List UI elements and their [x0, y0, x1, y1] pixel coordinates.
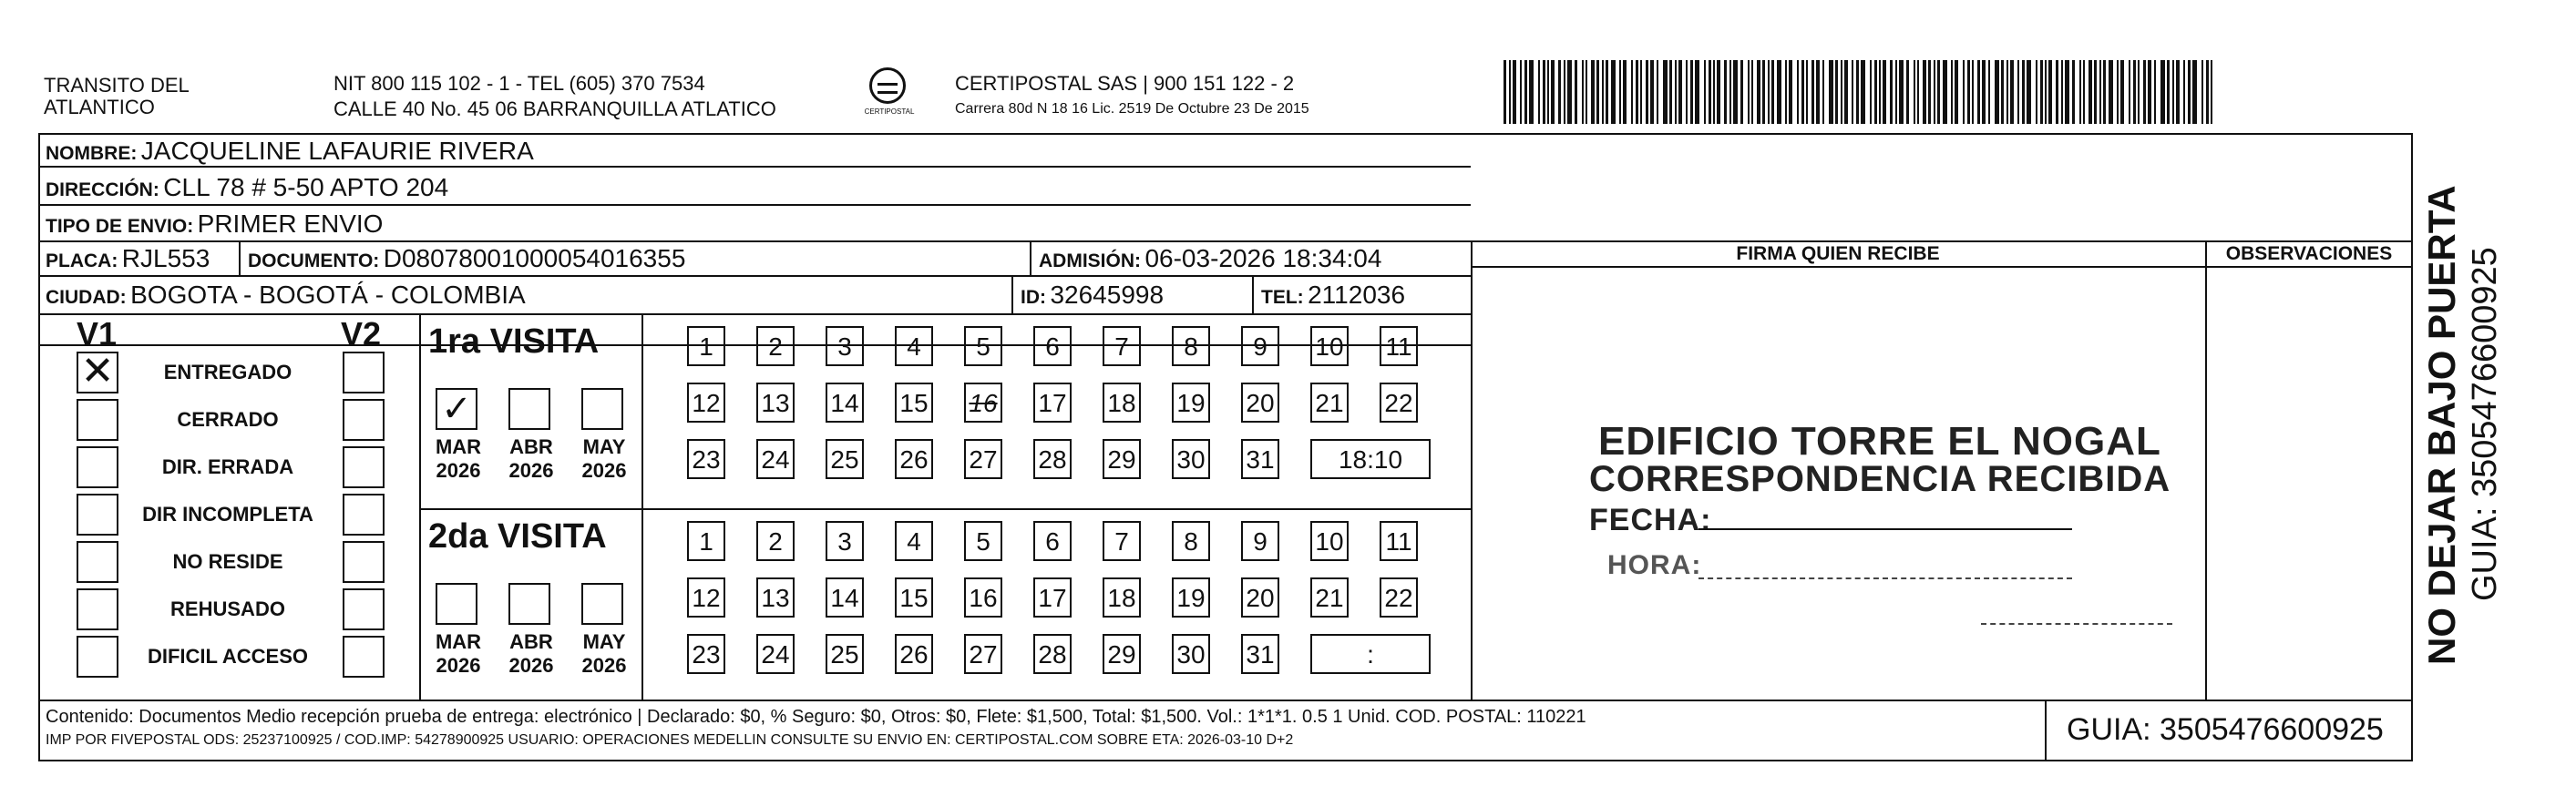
status-label: DIR. ERRADA — [161, 455, 294, 478]
day-box[interactable]: 15 — [895, 577, 933, 618]
day-box[interactable]: 24 — [756, 634, 795, 674]
ciudad-value: BOGOTA - BOGOTÁ - COLOMBIA — [130, 281, 526, 309]
address-line: CALLE 40 No. 45 06 BARRANQUILLA ATLATICO — [334, 97, 776, 120]
day-box[interactable]: 6 — [1033, 521, 1072, 561]
month-name: MAR — [435, 630, 482, 653]
day-box[interactable]: 4 — [895, 521, 933, 561]
carrier-line: CERTIPOSTAL SAS | 900 151 122 - 2 — [955, 72, 1295, 95]
day-box[interactable]: 11 — [1380, 521, 1418, 561]
day-box[interactable]: 25 — [826, 439, 864, 479]
visit-time-box[interactable]: 18:10 — [1310, 439, 1431, 479]
month-checkbox[interactable] — [581, 583, 623, 625]
day-box[interactable]: 10 — [1310, 521, 1349, 561]
day-box[interactable]: 9 — [1241, 326, 1279, 366]
month-label — [426, 435, 490, 483]
visit2-title: 2da VISITA — [428, 517, 607, 556]
v1-checkbox[interactable] — [77, 541, 118, 583]
v1-checkbox[interactable] — [77, 446, 118, 488]
placa-label: PLACA: — [46, 250, 118, 271]
certipostal-logo — [857, 67, 920, 122]
tipo-row — [46, 209, 383, 239]
v2-checkbox[interactable] — [343, 446, 385, 488]
org-line-2: ATLANTICO — [44, 96, 155, 118]
day-box[interactable]: 2 — [756, 521, 795, 561]
v2-checkbox[interactable] — [343, 636, 385, 678]
day-box[interactable]: 17 — [1033, 383, 1072, 423]
month-year: 2026 — [581, 459, 627, 482]
month-checkbox[interactable] — [508, 388, 550, 430]
direccion-label: DIRECCIÓN: — [46, 179, 159, 200]
day-box[interactable]: 8 — [1172, 521, 1210, 561]
day-box[interactable]: 5 — [964, 326, 1002, 366]
day-box[interactable]: 25 — [826, 634, 864, 674]
day-box[interactable]: 3 — [826, 326, 864, 366]
stamp-line-1: EDIFICIO TORRE EL NOGAL — [1598, 419, 2161, 464]
v2-checkbox[interactable] — [343, 494, 385, 536]
month-year: 2026 — [508, 459, 554, 482]
day-box[interactable]: 23 — [687, 634, 725, 674]
month-year: 2026 — [581, 654, 627, 677]
day-box[interactable]: 10 — [1310, 326, 1349, 366]
day-box[interactable]: 18 — [1103, 383, 1141, 423]
month-label — [499, 435, 563, 483]
v2-checkbox[interactable] — [343, 541, 385, 583]
day-box[interactable]: 1 — [687, 521, 725, 561]
nit-line: NIT 800 115 102 - 1 - TEL (605) 370 7534 — [334, 72, 705, 95]
nombre-label: NOMBRE: — [46, 143, 138, 164]
day-box[interactable]: 19 — [1172, 577, 1210, 618]
day-box[interactable]: 3 — [826, 521, 864, 561]
sender-details — [334, 71, 862, 122]
day-box[interactable]: 9 — [1241, 521, 1279, 561]
documento-row — [248, 244, 685, 273]
logo-text: CERTIPOSTAL — [864, 107, 915, 116]
tipo-label: TIPO DE ENVIO: — [46, 216, 194, 237]
firma-header: FIRMA QUIEN RECIBE — [1736, 243, 1940, 264]
month-name: MAY — [582, 630, 626, 653]
v1-label: V1 — [77, 315, 118, 352]
status-label: DIFICIL ACCESO — [147, 645, 308, 668]
day-box[interactable]: 14 — [826, 577, 864, 618]
day-box[interactable]: 8 — [1172, 326, 1210, 366]
month-name: ABR — [509, 630, 553, 653]
day-box[interactable]: 30 — [1172, 439, 1210, 479]
day-box[interactable]: 17 — [1033, 577, 1072, 618]
no-dejar-bajo-puerta: NO DEJAR BAJO PUERTA — [2420, 185, 2463, 665]
direccion-value: CLL 78 # 5-50 APTO 204 — [163, 173, 449, 201]
placa-value: RJL553 — [121, 244, 210, 272]
day-box[interactable]: 15 — [895, 383, 933, 423]
month-year: 2026 — [508, 654, 554, 677]
v2-label: V2 — [341, 315, 382, 352]
day-box[interactable]: 11 — [1380, 326, 1418, 366]
visit-time-box[interactable]: : — [1310, 634, 1431, 674]
side-guia: GUIA: 3505476600925 — [2466, 247, 2504, 601]
footer-line-1: Contenido: Documentos Medio recepción prueba de entrega: electrónico | Declarado: $0, % Seguro: $0, Otros: $0, Flete: $1,500, Total: $1,500. Vol.: 1*1*1. 0.5 1 Unid. COD. POSTAL: 110221 — [46, 707, 1586, 727]
v1-checkbox[interactable] — [77, 636, 118, 678]
month-checkbox[interactable] — [508, 583, 550, 625]
day-box[interactable]: 22 — [1380, 383, 1418, 423]
ciudad-row — [46, 281, 526, 310]
day-box[interactable]: 20 — [1241, 577, 1279, 618]
month-year: 2026 — [436, 654, 481, 677]
day-box[interactable]: 2 — [756, 326, 795, 366]
day-box[interactable]: 27 — [964, 634, 1002, 674]
status-label: REHUSADO — [170, 598, 285, 620]
month-checkbox[interactable] — [436, 583, 477, 625]
tipo-value: PRIMER ENVIO — [197, 209, 384, 238]
month-label — [572, 630, 636, 678]
visit1-title: 1ra VISITA — [428, 322, 600, 361]
tel-value: 2112036 — [1308, 281, 1406, 309]
day-box[interactable]: 21 — [1310, 577, 1349, 618]
nombre-value: JACQUELINE LAFAURIE RIVERA — [140, 137, 534, 165]
day-box[interactable]: 13 — [756, 383, 795, 423]
day-box[interactable]: 13 — [756, 577, 795, 618]
day-box[interactable]: 23 — [687, 439, 725, 479]
day-box[interactable]: 29 — [1103, 439, 1141, 479]
carrier-details — [955, 71, 1465, 122]
status-label: ENTREGADO — [163, 361, 292, 383]
admision-row — [1039, 244, 1381, 273]
status-label: NO RESIDE — [172, 550, 283, 573]
month-label — [426, 630, 490, 678]
v2-checkbox[interactable] — [343, 588, 385, 630]
admision-value: 06-03-2026 18:34:04 — [1144, 244, 1382, 272]
day-box[interactable]: 4 — [895, 326, 933, 366]
v2-checkbox[interactable] — [343, 352, 385, 393]
day-box[interactable]: 28 — [1033, 634, 1072, 674]
id-value: 32645998 — [1050, 281, 1165, 309]
day-box[interactable]: 29 — [1103, 634, 1141, 674]
stamp-line-2: CORRESPONDENCIA RECIBIDA — [1589, 459, 2171, 499]
checkmark-icon: ✕ — [80, 349, 115, 393]
stamp-line-4: HORA: — [1607, 550, 1702, 580]
day-box[interactable]: 1 — [687, 326, 725, 366]
month-name: ABR — [509, 435, 553, 458]
license-line: Carrera 80d N 18 16 Lic. 2519 De Octubre 23 De 2015 — [955, 101, 1309, 117]
day-box[interactable]: 30 — [1172, 634, 1210, 674]
day-box[interactable]: 16 — [964, 577, 1002, 618]
day-box[interactable]: 19 — [1172, 383, 1210, 423]
day-box[interactable]: 16 — [964, 383, 1002, 423]
documento-value: D08078001000054016355 — [383, 244, 686, 272]
tel-row — [1261, 281, 1405, 310]
day-box[interactable]: 28 — [1033, 439, 1072, 479]
v2-checkbox[interactable] — [343, 399, 385, 441]
month-checkbox[interactable] — [581, 388, 623, 430]
month-year: 2026 — [436, 459, 481, 482]
status-label: CERRADO — [177, 408, 279, 431]
delivery-form — [38, 133, 2413, 761]
tel-label: TEL: — [1261, 287, 1304, 308]
footer-guia: GUIA: 3505476600925 — [2067, 712, 2384, 747]
month-name: MAY — [582, 435, 626, 458]
barcode — [1504, 60, 2229, 124]
stamp-line-3: FECHA: — [1589, 503, 1712, 537]
day-box[interactable]: 12 — [687, 577, 725, 618]
placa-row — [46, 244, 210, 273]
v1-checkbox[interactable] — [77, 494, 118, 536]
checkmark-icon: ✓ — [441, 389, 472, 429]
sender-organization — [44, 75, 281, 118]
day-box[interactable]: 31 — [1241, 634, 1279, 674]
month-label — [572, 435, 636, 483]
day-box[interactable]: 22 — [1380, 577, 1418, 618]
documento-label: DOCUMENTO: — [248, 250, 380, 271]
day-box[interactable]: 5 — [964, 521, 1002, 561]
ciudad-label: CIUDAD: — [46, 287, 127, 308]
day-box[interactable]: 26 — [895, 634, 933, 674]
day-box[interactable]: 20 — [1241, 383, 1279, 423]
month-name: MAR — [435, 435, 482, 458]
day-box[interactable]: 27 — [964, 439, 1002, 479]
day-box[interactable]: 18 — [1103, 577, 1141, 618]
day-box[interactable]: 6 — [1033, 326, 1072, 366]
org-line-1: TRANSITO DEL — [44, 74, 190, 97]
id-row — [1021, 281, 1164, 310]
day-box[interactable]: 7 — [1103, 521, 1141, 561]
day-box[interactable]: 31 — [1241, 439, 1279, 479]
direccion-row — [46, 173, 448, 202]
day-box[interactable]: 14 — [826, 383, 864, 423]
observaciones-header: OBSERVACIONES — [2225, 243, 2393, 264]
v1-checkbox[interactable] — [77, 588, 118, 630]
day-box[interactable]: 7 — [1103, 326, 1141, 366]
day-box[interactable]: 21 — [1310, 383, 1349, 423]
day-box[interactable]: 24 — [756, 439, 795, 479]
footer-line-2: IMP POR FIVEPOSTAL ODS: 25237100925 / COD.IMP: 54278900925 USUARIO: OPERACIONES MEDELLIN CONSULTE SU ENVIO EN: CERTIPOSTAL.COM SOBRE ETA: 2026-03-10 D+2 — [46, 732, 1294, 748]
admision-label: ADMISIÓN: — [1039, 250, 1141, 271]
v1-checkbox[interactable] — [77, 399, 118, 441]
day-box[interactable]: 26 — [895, 439, 933, 479]
month-label — [499, 630, 563, 678]
id-label: ID: — [1021, 287, 1046, 308]
status-label: DIR INCOMPLETA — [142, 503, 313, 526]
day-box[interactable]: 12 — [687, 383, 725, 423]
nombre-row — [46, 137, 534, 166]
